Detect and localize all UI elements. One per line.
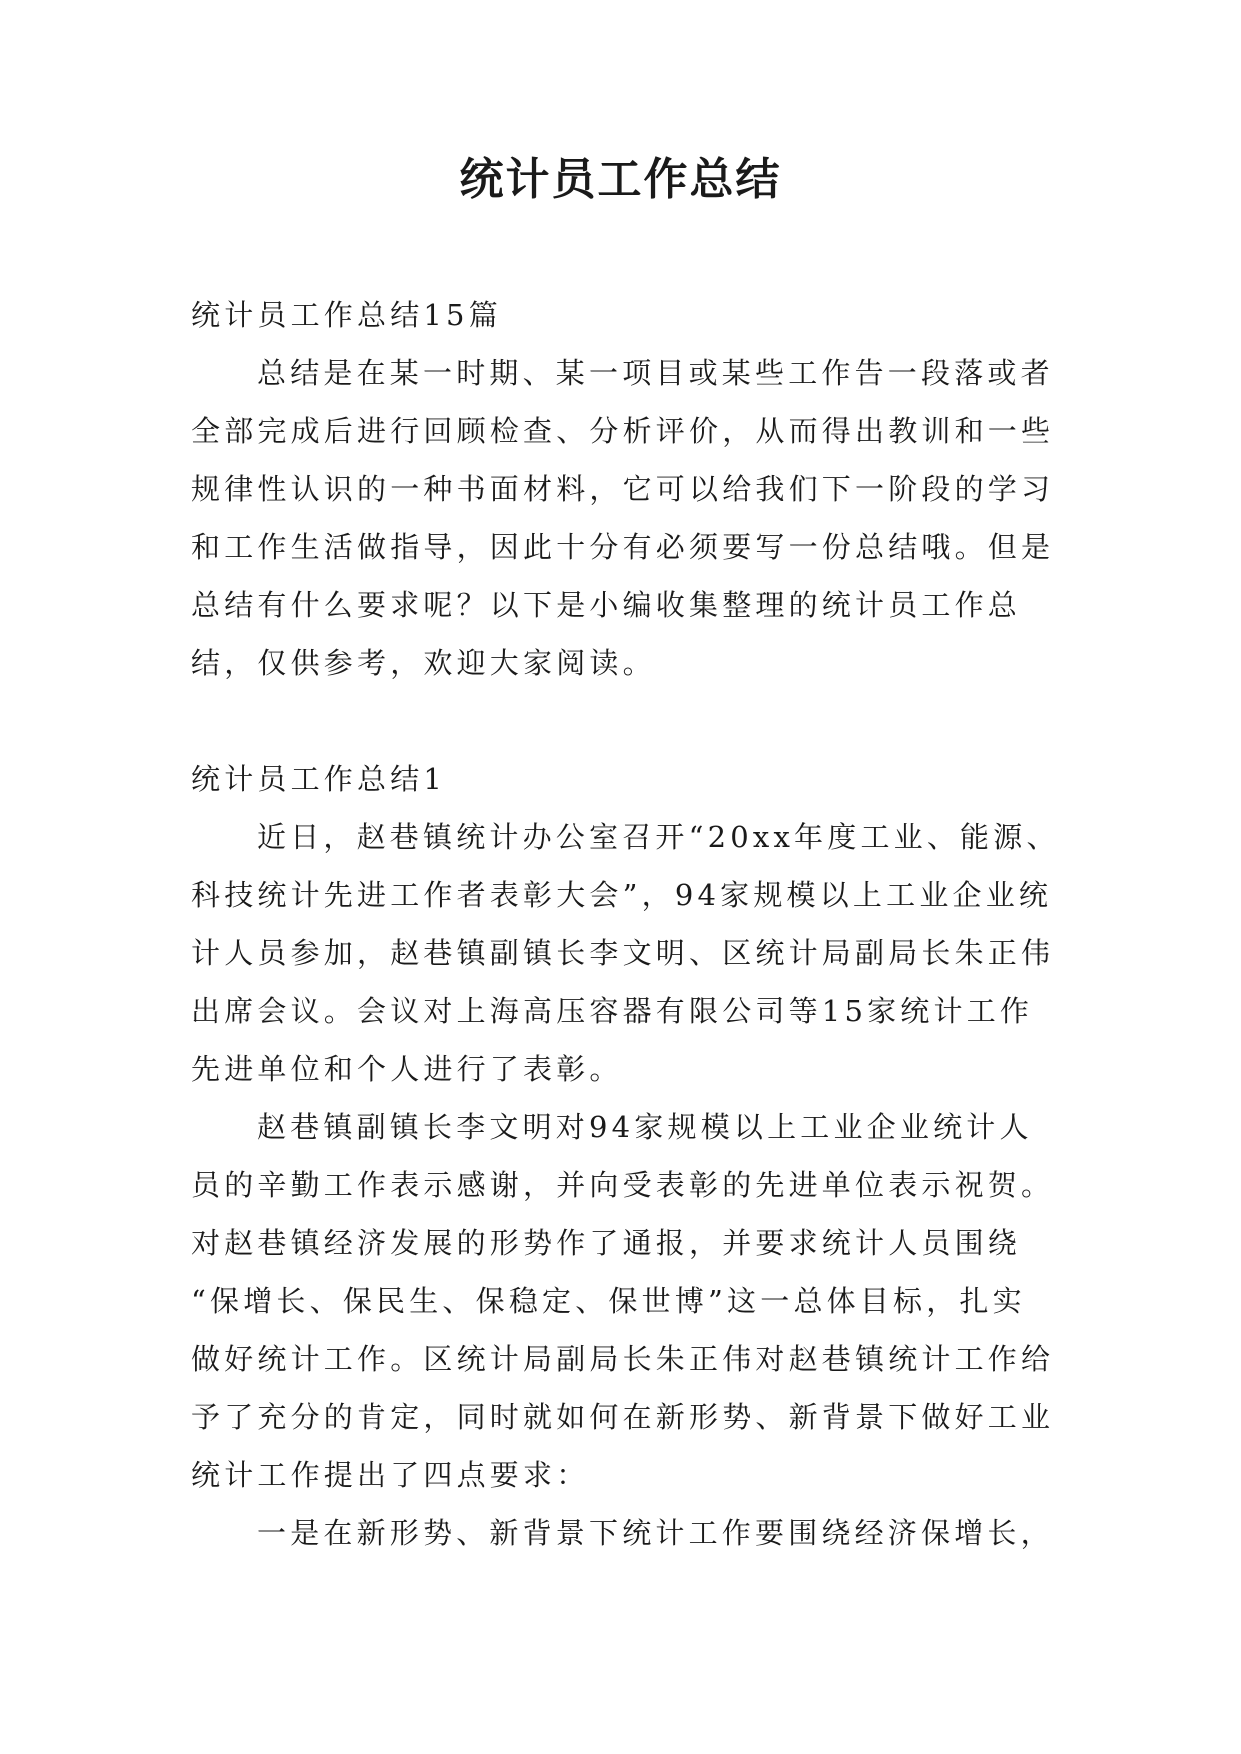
paragraph-line: 员的辛勤工作表示感谢，并向受表彰的先进单位表示祝贺。 — [191, 1168, 1055, 1202]
section-heading: 统计员工作总结15篇 — [191, 298, 502, 332]
paragraph-line: 和工作生活做指导，因此十分有必须要写一份总结哦。但是 — [191, 530, 1055, 564]
paragraph-line: 统计工作提出了四点要求： — [191, 1458, 590, 1492]
paragraph-line: 近日，赵巷镇统计办公室召开“20xx年度工业、能源、 — [257, 820, 1060, 854]
paragraph-line: 规律性认识的一种书面材料，它可以给我们下一阶段的学习 — [191, 472, 1055, 506]
paragraph-line: 科技统计先进工作者表彰大会”，94家规模以上工业企业统 — [191, 878, 1053, 912]
paragraph-line: 全部完成后进行回顾检查、分析评价，从而得出教训和一些 — [191, 414, 1055, 448]
paragraph-line: “保增长、保民生、保稳定、保世博”这一总体目标，扎实 — [191, 1284, 1026, 1318]
document-body — [191, 286, 1061, 1562]
document-title: 统计员工作总结 — [459, 154, 782, 205]
paragraph-line: 结，仅供参考，欢迎大家阅读。 — [191, 646, 656, 680]
paragraph-line: 先进单位和个人进行了表彰。 — [191, 1052, 623, 1086]
paragraph — [191, 1504, 1061, 1562]
paragraph-line: 对赵巷镇经济发展的形势作了通报，并要求统计人员围绕 — [191, 1226, 1022, 1260]
paragraph-line: 予了充分的肯定，同时就如何在新形势、新背景下做好工业 — [191, 1400, 1055, 1434]
section-spacer — [191, 692, 1061, 750]
paragraph — [191, 344, 1061, 692]
paragraph — [191, 1098, 1061, 1504]
paragraph-line: 赵巷镇副镇长李文明对94家规模以上工业企业统计人 — [257, 1110, 1033, 1144]
paragraph-line: 出席会议。会议对上海高压容器有限公司等15家统计工作 — [191, 994, 1034, 1028]
paragraph-line: 一是在新形势、新背景下统计工作要围绕经济保增长， — [257, 1516, 1054, 1550]
section-heading: 统计员工作总结1 — [191, 762, 447, 796]
paragraph-line: 总结有什么要求呢？以下是小编收集整理的统计员工作总 — [191, 588, 1022, 622]
paragraph-line: 做好统计工作。区统计局副局长朱正伟对赵巷镇统计工作给 — [191, 1342, 1055, 1376]
paragraph-line: 计人员参加，赵巷镇副镇长李文明、区统计局副局长朱正伟 — [191, 936, 1055, 970]
paragraph — [191, 808, 1061, 1098]
paragraph-line: 总结是在某一时期、某一项目或某些工作告一段落或者 — [257, 356, 1054, 390]
